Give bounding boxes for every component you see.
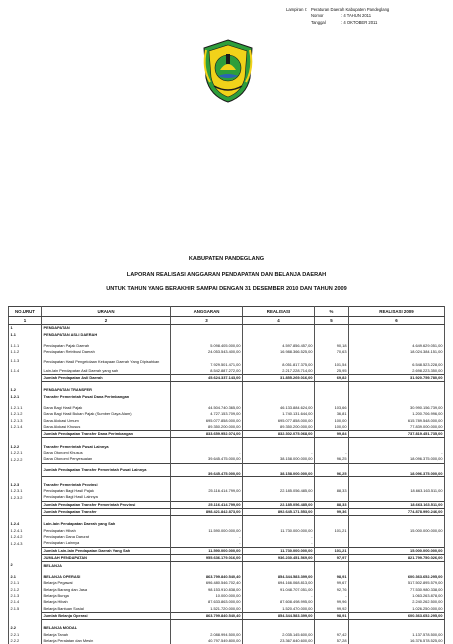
row-description: PENDAPATAN xyxy=(42,325,171,332)
row-percent: 92,76 xyxy=(315,586,349,592)
row-description: Pendapatan Bagi Hasil Lainnya xyxy=(42,494,171,501)
table-row xyxy=(9,605,445,612)
row-anggaran: 898.421.842.873,00 xyxy=(171,508,243,515)
row-description: Pendapatan Hasil Pengelolaan Kekayaan Daerah Yang Dipisahkan xyxy=(42,355,171,367)
row-description: Pendapatan Lainnya xyxy=(42,540,171,547)
table-row xyxy=(9,374,445,381)
row-percent: 99,96 xyxy=(315,599,349,605)
table-row xyxy=(9,463,445,476)
row-code xyxy=(9,554,42,561)
row-realisasi-2009: 18.663.163.511,00 xyxy=(349,488,445,494)
row-description: BELANJA OPERASI xyxy=(42,574,171,580)
table-row xyxy=(9,508,445,515)
row-realisasi: 936.230.451.569,00 xyxy=(243,554,315,561)
row-realisasi: - xyxy=(243,450,315,456)
row-percent: - xyxy=(315,450,349,456)
row-percent: 69,82 xyxy=(315,374,349,381)
row-anggaran: 89.350.200.000,00 xyxy=(171,424,243,431)
row-code: 1.2.3.2 xyxy=(9,494,42,501)
row-code: 1.2.1.3 xyxy=(9,417,42,423)
row-code: 1.2.2.2 xyxy=(9,456,42,463)
row-code: 1.2.4.1 xyxy=(9,528,42,534)
row-realisasi: 2.217.228.714,00 xyxy=(243,367,315,374)
row-code: 1.2.2.1 xyxy=(9,450,42,456)
row-code xyxy=(9,463,42,476)
row-realisasi: 11.730.000.000,00 xyxy=(243,528,315,534)
row-realisasi-2009: 821.799.750.026,00 xyxy=(349,554,445,561)
row-description: Pendapatan Dana Darurat xyxy=(42,534,171,540)
header-no-urut: NO.URUT xyxy=(9,307,42,317)
row-anggaran: 833.659.952.074,00 xyxy=(171,431,243,438)
row-code: 1.1.4 xyxy=(9,367,42,374)
header-realisasi: REALISASI xyxy=(243,307,315,317)
row-code: 1.1 xyxy=(9,331,42,337)
row-description: Dana Bagi Hasil Pajak xyxy=(42,405,171,411)
row-percent: 98,91 xyxy=(315,574,349,580)
row-realisasi-2009: 16.376.578.525,00 xyxy=(349,638,445,644)
header-percent: % xyxy=(315,307,349,317)
row-code xyxy=(9,612,42,619)
row-code: 1.2.1 xyxy=(9,393,42,399)
row-code: 1.1.1 xyxy=(9,343,42,349)
row-code: 2.1 xyxy=(9,574,42,580)
row-code: 1.2.1.1 xyxy=(9,405,42,411)
col-number: 6 xyxy=(349,317,445,325)
row-realisasi-2009: 6.548.523.228,00 xyxy=(349,355,445,367)
row-realisasi-2009: 18.024.384.151,00 xyxy=(349,349,445,355)
row-realisasi-2009: 2.240.262.500,00 xyxy=(349,599,445,605)
row-description: Jumlah Pendapatan Asli Daerah xyxy=(42,374,171,381)
row-description: Lain-lain Pendapatan Asli Daerah yang sah xyxy=(42,367,171,374)
table-row xyxy=(9,554,445,561)
row-anggaran: 24.053.543.400,00 xyxy=(171,349,243,355)
col-number: 4 xyxy=(243,317,315,325)
row-percent: - xyxy=(315,593,349,599)
header-anggaran: ANGGARAN xyxy=(171,307,243,317)
heading-report-title: LAPORAN REALISASI ANGGARAN PENDAPATAN DAN BELANJA DAERAH xyxy=(0,272,453,278)
row-realisasi xyxy=(243,562,315,569)
row-realisasi-2009: 2.698.223.350,00 xyxy=(349,367,445,374)
row-percent xyxy=(315,562,349,569)
row-anggaran: 40.797.549.800,00 xyxy=(171,638,243,644)
row-anggaran xyxy=(171,494,243,501)
row-realisasi-2009 xyxy=(349,325,445,332)
row-description: Transfer Pemerintah Provinsi xyxy=(42,482,171,488)
row-realisasi: 31.855.269.016,00 xyxy=(243,374,315,381)
row-description: Belanja Hibah xyxy=(42,599,171,605)
row-percent: 98,91 xyxy=(315,612,349,619)
lampiran-block xyxy=(286,7,389,26)
row-realisasi-2009: 18.096.375.000,00 xyxy=(349,463,445,476)
row-realisasi-2009: 15.000.000.000,00 xyxy=(349,528,445,534)
row-anggaran: - xyxy=(171,534,243,540)
row-realisasi: 11.730.000.000,00 xyxy=(243,547,315,554)
row-realisasi-2009: 517.502.895.579,00 xyxy=(349,580,445,586)
row-anggaran: 863.799.840.540,40 xyxy=(171,574,243,580)
row-description: Dana Alokasi Khusus xyxy=(42,424,171,431)
table-row xyxy=(9,547,445,554)
row-percent: 90,18 xyxy=(315,343,349,349)
row-realisasi: - xyxy=(243,593,315,599)
report-table-body xyxy=(9,307,445,644)
row-realisasi: 22.185.056.485,00 xyxy=(243,488,315,494)
row-code: 1.2.3.1 xyxy=(9,488,42,494)
row-code: 1.2 xyxy=(9,387,42,393)
row-anggaran: 8.542.887.272,00 xyxy=(171,367,243,374)
row-description: Pendapatan Pajak Daerah xyxy=(42,343,171,349)
row-realisasi: 892.645.171.553,00 xyxy=(243,508,315,515)
row-anggaran: 1.521.720.000,00 xyxy=(171,605,243,612)
row-anggaran: 2.088.994.500,00 xyxy=(171,631,243,637)
report-table xyxy=(8,306,445,644)
row-anggaran: 39.645.475.000,00 xyxy=(171,456,243,463)
row-code: 2.1.2 xyxy=(9,586,42,592)
row-code: 2.2 xyxy=(9,625,42,631)
row-percent: 99,84 xyxy=(315,431,349,438)
row-realisasi-2009: 600.363.652.295,00 xyxy=(349,574,445,580)
row-realisasi-2009: 1.200.706.996,00 xyxy=(349,411,445,417)
row-realisasi-2009: 18.096.375.000,00 xyxy=(349,456,445,463)
row-percent: 36,81 xyxy=(315,411,349,417)
row-description: Pendapatan Hibah xyxy=(42,528,171,534)
row-code: 1.2.1.4 xyxy=(9,424,42,431)
nomor-label: Nomor xyxy=(311,13,341,19)
row-realisasi: 832.302.075.068,00 xyxy=(243,431,315,438)
row-description: Dana Bagi Hasil Bukan Pajak (Sumber Daya Alam) xyxy=(42,411,171,417)
row-code xyxy=(9,431,42,438)
row-code xyxy=(9,374,42,381)
row-percent xyxy=(315,494,349,501)
row-description: Belanja Peralatan dan Mesin xyxy=(42,638,171,644)
row-percent: 97,97 xyxy=(315,554,349,561)
row-realisasi: 694.166.068.813,00 xyxy=(243,580,315,586)
row-code: 1.2.4 xyxy=(9,521,42,527)
table-row xyxy=(9,494,445,501)
lampiran-regulation: Peraturan Daerah Kabupaten Pandeglang xyxy=(311,7,389,13)
row-description: BELANJA MODAL xyxy=(42,625,171,631)
row-anggaran: 696.480.546.702,40 xyxy=(171,580,243,586)
row-code: 1.1.3 xyxy=(9,355,42,367)
table-row xyxy=(9,612,445,619)
row-realisasi-2009: 1.026.250.000,00 xyxy=(349,605,445,612)
row-percent: 100,00 xyxy=(315,417,349,423)
tanggal-value: : 4 OKTOBER 2011 xyxy=(341,20,377,26)
row-code: 1.2.1.2 xyxy=(9,411,42,417)
row-realisasi: 854.344.583.399,00 xyxy=(243,612,315,619)
row-realisasi-2009: 77.839.000.000,00 xyxy=(349,424,445,431)
row-anggaran: 863.799.840.540,40 xyxy=(171,612,243,619)
row-description: Dana Otonomi Khusus xyxy=(42,450,171,456)
row-description: JUMLAH PENDAPATAN xyxy=(42,554,171,561)
row-anggaran: 98.153.910.838,00 xyxy=(171,586,243,592)
table-row xyxy=(9,325,445,332)
lampiran-label: Lampiran I xyxy=(286,7,306,13)
row-realisasi-2009: 77.530.980.338,00 xyxy=(349,586,445,592)
row-code: 1.2.4.2 xyxy=(9,534,42,540)
tanggal-label: Tanggal xyxy=(311,20,341,26)
row-realisasi-2009 xyxy=(349,540,445,547)
row-description: Jumlah Pendapatan Transfer Pemerintah Provinsi xyxy=(42,501,171,508)
row-realisasi-2009: 18.663.163.511,00 xyxy=(349,501,445,508)
row-realisasi: 38.158.000.000,00 xyxy=(243,456,315,463)
row-realisasi: - xyxy=(243,540,315,547)
row-realisasi-2009: 31.920.759.780,00 xyxy=(349,374,445,381)
row-realisasi-2009: 774.878.990.246,00 xyxy=(349,508,445,515)
row-realisasi-2009: 600.363.652.295,00 xyxy=(349,612,445,619)
header-realisasi-2009: REALISASI 2009 xyxy=(349,307,445,317)
row-code: 1.1.2 xyxy=(9,349,42,355)
col-number: 2 xyxy=(42,317,171,325)
table-row xyxy=(9,355,445,367)
row-percent: 99,36 xyxy=(315,508,349,515)
row-code xyxy=(9,508,42,515)
table-row xyxy=(9,540,445,547)
row-percent: 25,95 xyxy=(315,367,349,374)
row-percent: 96,25 xyxy=(315,456,349,463)
row-description: Belanja Tanah xyxy=(42,631,171,637)
row-realisasi-2009: - xyxy=(349,450,445,456)
row-realisasi: 46.133.884.624,00 xyxy=(243,405,315,411)
row-realisasi: 695.077.858.000,00 xyxy=(243,417,315,423)
row-anggaran xyxy=(171,562,243,569)
row-anggaran: - xyxy=(171,540,243,547)
table-row xyxy=(9,562,445,569)
row-anggaran: 10.000.000,00 xyxy=(171,593,243,599)
row-code: 2.1.1 xyxy=(9,580,42,586)
row-code: 2.1.4 xyxy=(9,599,42,605)
table-row xyxy=(9,424,445,431)
row-realisasi: 16.988.366.525,00 xyxy=(243,349,315,355)
row-realisasi-2009: 737.819.451.735,00 xyxy=(349,431,445,438)
row-percent: 70,63 xyxy=(315,349,349,355)
row-anggaran: 4.727.153.709,00 xyxy=(171,411,243,417)
heading-period: UNTUK TAHUN YANG BERAKHIR SAMPAI DENGAN 31 DESEMBER 2010 DAN TAHUN 2009 xyxy=(0,286,453,292)
row-realisasi: 38.158.000.000,00 xyxy=(243,463,315,476)
row-description: Pendapatan Bagi Hasil Pajak xyxy=(42,488,171,494)
row-description: Transfer Pemerintah Pusat Lainnya xyxy=(42,443,171,449)
row-realisasi-2009: 615.789.548.000,00 xyxy=(349,417,445,423)
col-number: 3 xyxy=(171,317,243,325)
row-percent: 96,25 xyxy=(315,463,349,476)
column-number-row xyxy=(9,317,445,325)
row-realisasi-2009: 1.137.578.500,00 xyxy=(349,631,445,637)
row-description: Jumlah Lain-lain Pendapatan Daerah Yang Sah xyxy=(42,547,171,554)
row-realisasi-2009: 1.063.263.878,00 xyxy=(349,593,445,599)
col-number: 1 xyxy=(9,317,42,325)
row-anggaran: 5.098.405.000,00 xyxy=(171,343,243,349)
row-anggaran xyxy=(171,325,243,332)
row-percent: 57,28 xyxy=(315,638,349,644)
row-percent: 103,66 xyxy=(315,405,349,411)
row-description: Belanja Bunga xyxy=(42,593,171,599)
row-description: Belanja Bantuan Sosial xyxy=(42,605,171,612)
row-realisasi: 23.367.640.600,00 xyxy=(243,638,315,644)
row-code: 2.2.2 xyxy=(9,638,42,644)
nomor-value: : 4 TAHUN 2011 xyxy=(341,13,371,19)
row-anggaran: 45.624.337.143,00 xyxy=(171,374,243,381)
row-percent: 97,42 xyxy=(315,631,349,637)
row-code xyxy=(9,501,42,508)
row-description: BELANJA xyxy=(42,562,171,569)
row-percent: 101,54 xyxy=(315,355,349,367)
row-code: 2 xyxy=(9,562,42,569)
row-description: Belanja Barang dan Jasa xyxy=(42,586,171,592)
row-realisasi: 91.048.707.051,00 xyxy=(243,586,315,592)
row-percent: 99,92 xyxy=(315,605,349,612)
row-realisasi: 854.344.583.399,00 xyxy=(243,574,315,580)
pandeglang-emblem-icon xyxy=(200,38,256,104)
header-uraian: URAIAN xyxy=(42,307,171,317)
row-anggaran: 87.633.863.000,00 xyxy=(171,599,243,605)
table-row xyxy=(9,501,445,508)
row-anggaran: 955.636.179.016,00 xyxy=(171,554,243,561)
row-percent xyxy=(315,540,349,547)
row-anggaran: 39.645.475.000,00 xyxy=(171,463,243,476)
row-realisasi-2009: 4.649.629.051,00 xyxy=(349,343,445,349)
row-percent: 88,33 xyxy=(315,488,349,494)
row-anggaran: 25.116.414.799,00 xyxy=(171,488,243,494)
row-percent: 101,21 xyxy=(315,547,349,554)
row-percent: 88,33 xyxy=(315,501,349,508)
row-description: Lain-lain Pendapatan Daerah yang Sah xyxy=(42,521,171,527)
row-code: 1.2.4.3 xyxy=(9,540,42,547)
row-percent: 101,21 xyxy=(315,528,349,534)
row-realisasi: 8.051.817.375,00 xyxy=(243,355,315,367)
row-realisasi-2009: 15.000.000.000,00 xyxy=(349,547,445,554)
table-row xyxy=(9,456,445,463)
col-number: 5 xyxy=(315,317,349,325)
row-description: Transfer Pemerintah Pusat Dana Perimbangan xyxy=(42,393,171,399)
row-realisasi: 4.597.856.457,00 xyxy=(243,343,315,349)
row-anggaran: 25.116.414.799,00 xyxy=(171,501,243,508)
row-description: Jumlah Pendapatan Transfer xyxy=(42,508,171,515)
row-percent xyxy=(315,325,349,332)
row-code: 2.2.1 xyxy=(9,631,42,637)
row-code: 1.2.2 xyxy=(9,443,42,449)
row-description: Pendapatan Retribusi Daerah xyxy=(42,349,171,355)
row-description: Jumlah Belanja Operasi xyxy=(42,612,171,619)
row-realisasi xyxy=(243,494,315,501)
row-realisasi: 1.520.470.000,00 xyxy=(243,605,315,612)
table-row xyxy=(9,638,445,644)
row-realisasi: 87.608.498.995,00 xyxy=(243,599,315,605)
row-anggaran: - xyxy=(171,450,243,456)
row-anggaran: 11.590.000.000,00 xyxy=(171,528,243,534)
row-percent: 100,00 xyxy=(315,424,349,431)
row-realisasi: 1.740.131.644,00 xyxy=(243,411,315,417)
lampiran-sep: : xyxy=(306,7,311,13)
row-realisasi: 2.035.145.600,00 xyxy=(243,631,315,637)
row-code: 1.2.3 xyxy=(9,482,42,488)
row-description: Belanja Pegawai xyxy=(42,580,171,586)
row-realisasi-2009 xyxy=(349,562,445,569)
row-code: 1 xyxy=(9,325,42,332)
row-description: Jumlah Pendapatan Transfer Pemerintah Pusat Lainnya xyxy=(42,463,171,476)
row-percent: 99,67 xyxy=(315,580,349,586)
row-realisasi-2009 xyxy=(349,494,445,501)
row-realisasi-2009: 30.990.156.739,00 xyxy=(349,405,445,411)
row-realisasi: 22.185.056.485,00 xyxy=(243,501,315,508)
table-header-row xyxy=(9,307,445,317)
row-anggaran: 44.504.740.365,00 xyxy=(171,405,243,411)
heading-region: KABUPATEN PANDEGLANG xyxy=(0,256,453,262)
row-description: Dana Otonomi Penyesuaian xyxy=(42,456,171,463)
row-anggaran: 695.077.858.000,00 xyxy=(171,417,243,423)
row-anggaran: 11.590.000.000,00 xyxy=(171,547,243,554)
row-description: Dana Alokasi Umum xyxy=(42,417,171,423)
row-description: Jumlah Pendapatan Transfer Dana Perimbangan xyxy=(42,431,171,438)
row-anggaran: 7.929.501.471,00 xyxy=(171,355,243,367)
row-code xyxy=(9,547,42,554)
row-description: PENDAPATAN ASLI DAERAH xyxy=(42,331,171,337)
table-row xyxy=(9,367,445,374)
row-code: 2.1.3 xyxy=(9,593,42,599)
row-realisasi xyxy=(243,325,315,332)
row-realisasi: - xyxy=(243,534,315,540)
row-realisasi: 89.350.200.000,00 xyxy=(243,424,315,431)
row-description: PENDAPATAN TRANSFER xyxy=(42,387,171,393)
table-row xyxy=(9,431,445,438)
row-code: 2.1.5 xyxy=(9,605,42,612)
